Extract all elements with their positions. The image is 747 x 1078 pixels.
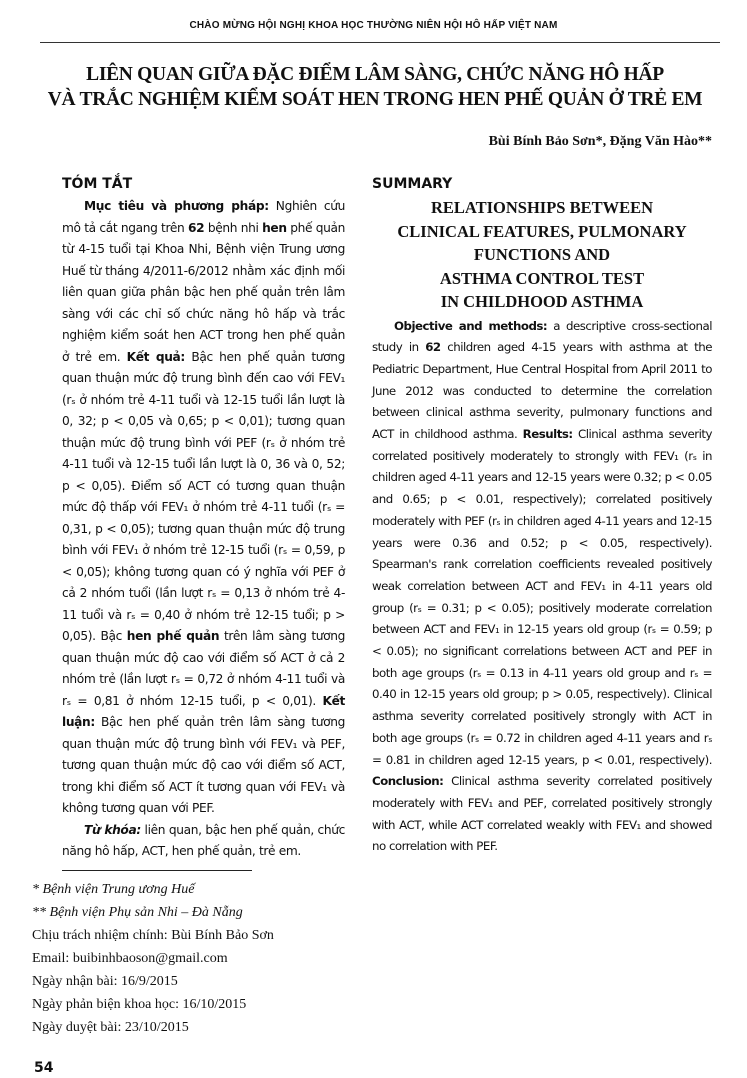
en-abstract-paragraph <box>372 316 712 859</box>
running-header: CHÀO MỪNG HỘI NGHỊ KHOA HỌC THƯỜNG NIÊN HỘI HÔ HẤP VIỆT NAM <box>189 20 558 31</box>
text-segment: children aged 4-15 years with asthma at the Pediatric Department, Hue Central Hospital from April 2011 to June 2012 was conducted to determine the correlation between clinical asthma severity, pulmonary functions and ACT in childhood asthma. <box>372 340 712 442</box>
accepted-date: Ngày duyệt bài: 23/10/2015 <box>32 1020 189 1035</box>
text-segment: trên lâm sàng tương quan thuận mức độ cao với điểm số ACT ở cả 2 nhóm trẻ (lần lượt rₛ = 0,72 ở nhóm 4-11 tuổi và rₛ = 0,81 ở nhóm 12-15 tuổi, p < 0,01). <box>62 629 345 708</box>
section-heading-tom-tat: TÓM TẮT <box>62 176 133 192</box>
text-segment: liên quan, bậc hen phế quản, chức năng hô hấp, ACT, hen phế quản, trẻ em. <box>62 822 345 858</box>
header-rule <box>40 42 720 43</box>
corresponding-author: Chịu trách nhiệm chính: Bùi Bính Bảo Sơn <box>32 928 274 943</box>
english-title-line: CLINICAL FEATURES, PULMONARY <box>397 221 687 241</box>
text-segment: bệnh nhi <box>204 220 263 235</box>
english-title <box>372 196 712 314</box>
text-segment: a descriptive cross-sectional study in <box>372 318 713 355</box>
bold-text-segment: Objective and methods: <box>394 318 548 333</box>
bold-text-segment: hen phế quản <box>126 629 220 643</box>
vi-keywords-paragraph <box>62 820 345 863</box>
english-title-line: FUNCTIONS AND <box>473 245 611 264</box>
text-segment: Nghiên cứu mô tả cắt ngang trên <box>62 199 346 235</box>
affiliation-1: * Bệnh viện Trung ương Huế <box>32 882 195 897</box>
english-summary-column <box>372 176 712 858</box>
footnote-separator <box>62 870 252 871</box>
bold-text-segment: Conclusion: <box>372 774 444 789</box>
english-title-line: IN CHILDHOOD ASTHMA <box>440 292 644 311</box>
bold-text-segment: 62 <box>187 220 205 235</box>
vietnamese-abstract-column <box>62 176 345 863</box>
affiliation-2: ** Bệnh viện Phụ sản Nhi – Đà Nẵng <box>32 905 243 920</box>
email: Email: buibinhbaoson@gmail.com <box>32 951 228 966</box>
received-date: Ngày nhận bài: 16/9/2015 <box>32 974 178 989</box>
bold-text-segment: 62 <box>425 340 441 355</box>
review-date: Ngày phản biện khoa học: 16/10/2015 <box>32 997 247 1012</box>
text-segment: Bậc hen phế quản trên lâm sàng tương quan thuận mức độ trung bình với FEV₁ và PEF, tương quan thuận mức độ cao với điểm số ACT, trong khi điểm số ACT ít tương quan với FEV₁ và không tương quan với PEF. <box>62 715 345 815</box>
bold-text-segment: Kết luận: <box>62 693 345 729</box>
vi-abstract-paragraph <box>62 196 345 820</box>
text-segment: Bậc hen phế quản tương quan thuận mức độ trung bình đến cao với FEV₁ (rₛ ở nhóm trẻ 4-11 tuổi và 12-15 tuổi lần lượt là 0, 32; p < 0,05 và 0,65; p < 0,01); tương quan thuận mức độ trung bình với PEF (rₛ ở nhóm trẻ 4-11 tuổi và 12-15 tuổi lần lượt là 0, 36 và 0, 52; p < 0,05). Điểm số ACT có tương quan thuận mức độ thấp với FEV₁ ở nhóm trẻ 4-11 tuổi (rₛ = 0,31, p < 0,05); tương quan thuận mức độ trung bình với FEV₁ ở nhóm trẻ 12-15 tuổi (rₛ = 0,59, p < 0,05); không tương quan có ý nghĩa với PEF ở cả 2 nhóm tuổi (lần lượt rₛ = 0,13 ở nhóm trẻ 4-11 tuổi và rₛ = 0,40 ở nhóm trẻ 12-15 tuổi; p > 0,05). Bậc <box>62 349 345 643</box>
english-title-line: ASTHMA CONTROL TEST <box>439 268 645 288</box>
footnotes <box>32 878 274 1039</box>
english-title-line: RELATIONSHIPS BETWEEN <box>430 198 654 217</box>
page-number: 54 <box>34 1060 54 1076</box>
text-segment: phế quản từ 4-15 tuổi tại Khoa Nhi, Bệnh viện Trung ương Huế từ tháng 4/2011-6/2012 nhằm xác định mối liên quan giữa phân bậc hen phế quản trên lâm sàng với các chỉ số chức năng hô hấp và trắc nghiệm kiểm soát hen ACT trong hen phế quản ở trẻ em. <box>62 220 345 364</box>
article-title <box>30 62 720 112</box>
authors: Bùi Bính Bảo Sơn*, Đặng Văn Hào** <box>488 134 712 149</box>
bold-text-segment: Kết quả: <box>126 349 185 364</box>
text-segment: Clinical asthma severity correlated positively moderately with FEV₁ and PEF, correlated positively strongly with ACT, while ACT correlated weakly with FEV₁ and showed no correlation with PEF. <box>372 774 712 854</box>
bold-text-segment: Mục tiêu và phương pháp: <box>84 199 269 213</box>
section-heading-summary: SUMMARY <box>372 176 453 192</box>
bold-text-segment: Results: <box>522 427 573 442</box>
bold-text-segment: Từ khóa: <box>84 822 141 837</box>
bold-text-segment: hen <box>262 220 287 235</box>
title-line-1: LIÊN QUAN GIỮA ĐẶC ĐIỂM LÂM SÀNG, CHỨC NĂNG HÔ HẤP <box>86 64 664 85</box>
title-line-2: VÀ TRẮC NGHIỆM KIỂM SOÁT HEN TRONG HEN PHẾ QUẢN Ở TRẺ EM <box>47 89 703 110</box>
text-segment: Clinical asthma severity correlated positively moderately to strongly with FEV₁ (rₛ in children aged 4-11 years and 12-15 years were 0.32; p < 0.05 and 0.65; p < 0.01, respectively); correlated positively moderately with PEF (rₛ in children aged 4-11 years and 12-15 years were 0.36 and 0.52; p < 0.05, respectively). Spearman's rank correlation coefficients revealed positively weak correlation between ACT and FEV₁ in 4-11 years old group (rₛ = 0.31; p < 0.05); positively moderate correlation between ACT and FEV₁ in 12-15 years old group (rₛ = 0.59; p < 0.05); no significant correlations between ACT and PEF in both age groups (rₛ = 0.13 in 4-11 years old group and rₛ = 0.40 in 12-15 years old group; p > 0.05, respectively). Clinical asthma severity correlated positively strongly with ACT in both age groups (rₛ = 0.72 in children aged 4-11 years and rₛ = 0.81 in children aged 12-15 years, p < 0.01, respectively). <box>372 427 712 767</box>
